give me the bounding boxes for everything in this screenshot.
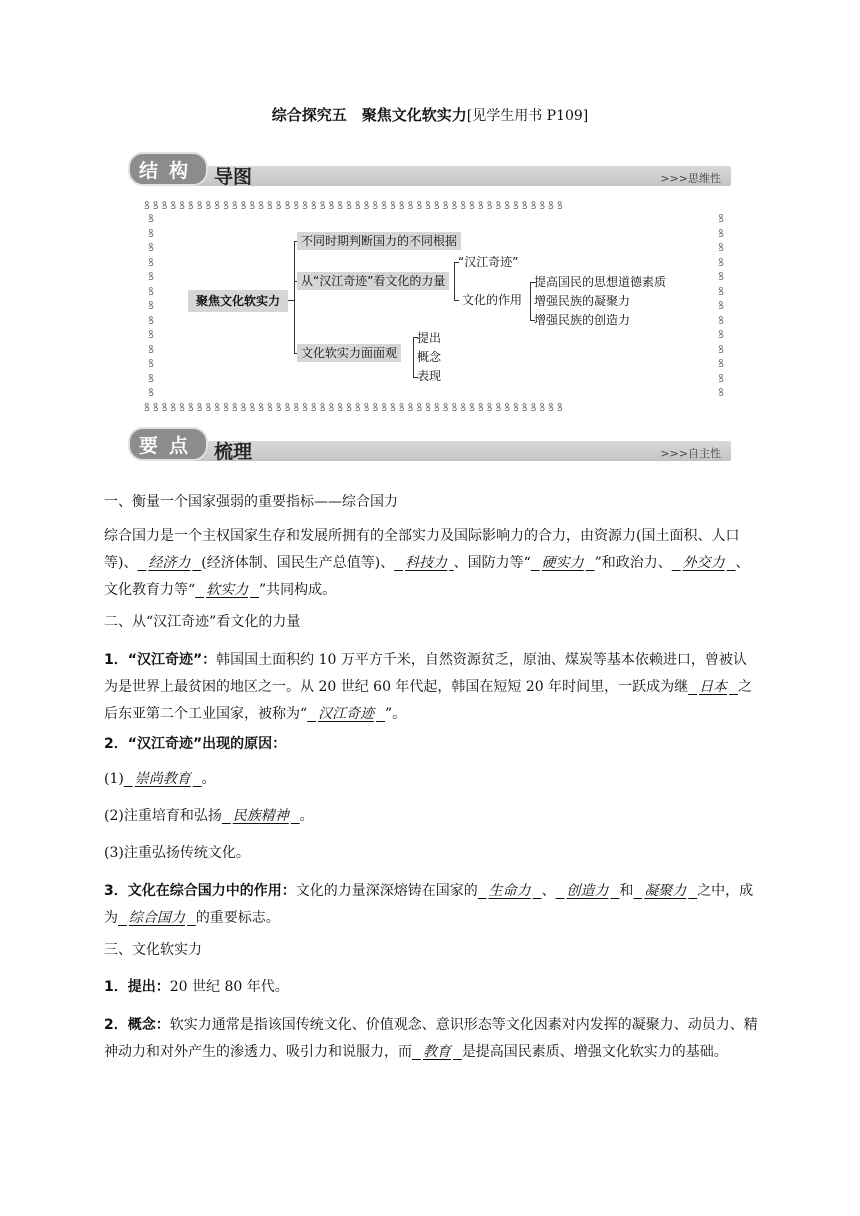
diagram-b3-propose: 提出	[417, 331, 442, 345]
answer-blank: 硬实力	[541, 555, 584, 571]
item-label: 2．“汉江奇迹”出现的原因：	[104, 736, 287, 752]
text: 综合国力是一个主权国家生存和发展所拥有的全部实力及国际影响力的合力，由资源力(国土面积、人口等)、	[104, 528, 740, 571]
diagram-b2-culture-role: 文化的作用	[462, 293, 523, 307]
banner-pill	[128, 152, 208, 186]
diagram-role-3: 增强民族的创造力	[534, 313, 631, 327]
item-label: 1．“汉江奇迹”：	[104, 652, 217, 668]
connector	[413, 337, 414, 377]
section-heading-3: 三、文化软实力	[104, 942, 202, 958]
text: 20 世纪 80 年代。	[169, 979, 289, 995]
diagram-role-1: 提高国民的思想道德素质	[534, 275, 667, 289]
diagram-b2-han-miracle: “汉江奇迹”	[458, 255, 519, 269]
pill-char: 要	[139, 435, 159, 457]
reason-3: (3)注重弘扬传统文化。	[104, 845, 250, 861]
concept-diagram	[144, 198, 728, 414]
answer-blank: 生命力	[488, 883, 531, 899]
text: 、	[541, 883, 556, 899]
text: (1)	[104, 771, 124, 787]
text: 、国防力等“	[453, 555, 531, 571]
item-label: 3．文化在综合国力中的作用：	[104, 883, 296, 899]
pill-char: 点	[169, 435, 189, 457]
paragraph-han-miracle	[104, 647, 758, 728]
text: ”。	[384, 706, 407, 722]
paragraph-comprehensive-power	[104, 523, 758, 604]
ornament-border-bottom: ꝸꝸꝸꝸꝸꝸꝸꝸꝸꝸꝸꝸꝸꝸꝸꝸꝸꝸꝸꝸꝸꝸꝸꝸꝸꝸꝸꝸꝸꝸꝸꝸꝸꝸꝸꝸꝸꝸꝸꝸꝸꝸꝸꝸꝸꝸꝸꝸ	[144, 401, 566, 414]
connector	[454, 300, 459, 301]
banner-pill	[128, 427, 208, 461]
connector	[530, 282, 531, 320]
text: 之后东亚第二个工业国家，被称为“	[104, 679, 752, 722]
answer-blank: 教育	[422, 1044, 451, 1060]
ornament-border-top: ꝸꝸꝸꝸꝸꝸꝸꝸꝸꝸꝸꝸꝸꝸꝸꝸꝸꝸꝸꝸꝸꝸꝸꝸꝸꝸꝸꝸꝸꝸꝸꝸꝸꝸꝸꝸꝸꝸꝸꝸꝸꝸꝸꝸꝸꝸꝸꝸ	[144, 199, 566, 212]
text: 。	[201, 771, 216, 787]
diagram-b3-performance: 表现	[417, 369, 442, 383]
connector	[454, 262, 455, 300]
diagram-branch-2: 从“汉江奇迹”看文化的力量	[297, 272, 449, 290]
page-title	[0, 104, 860, 125]
answer-blank: 民族精神	[232, 808, 289, 824]
text: (2)注重培育和弘扬	[104, 808, 222, 824]
diagram-branch-3: 文化软实力面面观	[297, 344, 401, 362]
answer-blank: 综合国力	[128, 910, 185, 926]
diagram-root: 聚焦文化软实力	[188, 290, 288, 312]
answer-blank: 科技力	[405, 555, 448, 571]
text: 文化的力量深深熔铸在国家的	[295, 883, 478, 899]
text: 、文化教育力等“	[104, 555, 750, 598]
diagram-branch-1: 不同时期判断国力的不同根据	[297, 232, 461, 250]
reason-1	[104, 766, 758, 793]
banner-key-points	[128, 427, 731, 463]
pill-char: 结	[139, 160, 159, 182]
answer-blank: 汉江奇迹	[318, 706, 375, 722]
answer-blank: 日本	[699, 679, 728, 695]
paragraph-concept	[104, 1012, 758, 1066]
answer-blank: 软实力	[206, 582, 249, 598]
item-label: 1．提出：	[104, 979, 170, 995]
banner-tag: >>>思维性	[660, 172, 721, 185]
text: 是提高国民素质、增强文化软实力的基础。	[461, 1044, 728, 1060]
text: 软实力通常是指该国传统文化、价值观念、意识形态等文化因素对内发挥的凝聚力、动员力、精神动力和对外产生的渗透力、吸引力和说服力，而	[104, 1017, 758, 1060]
text: 韩国国土面积约 10 万平方千米，自然资源贫乏，原油、煤炭等基本依赖进口，曾被认为是世界上最贫困的地区之一。从 20 世纪 60 年代起，韩国在短短 20 年时间里，一跃成为继	[104, 652, 747, 695]
text: 的重要标志。	[195, 910, 280, 926]
text: 。	[299, 808, 314, 824]
pill-char: 构	[169, 160, 189, 182]
connector	[294, 241, 295, 353]
answer-blank: 创造力	[566, 883, 609, 899]
text: 和	[619, 883, 634, 899]
title-main: 综合探究五 聚焦文化软实力	[271, 106, 467, 124]
title-ref: [见学生用书 P109]	[466, 108, 589, 124]
section-heading-2: 二、从“汉江奇迹”看文化的力量	[104, 614, 301, 630]
banner-text: 梳理	[214, 441, 253, 463]
answer-blank: 凝聚力	[644, 883, 687, 899]
banner-text: 导图	[214, 166, 253, 188]
text: ”和政治力、	[594, 555, 672, 571]
ornament-border-left: ꝸ ꝸ ꝸ ꝸ ꝸ ꝸ ꝸ ꝸ ꝸ ꝸ ꝸ ꝸ ꝸ	[148, 212, 154, 399]
answer-blank: 经济力	[148, 555, 191, 571]
diagram-b3-concept: 概念	[417, 350, 442, 364]
paragraph-culture-role	[104, 878, 758, 932]
answer-blank: 崇尚教育	[134, 771, 191, 787]
item-reasons-heading	[104, 731, 758, 758]
answer-blank: 外交力	[682, 555, 725, 571]
ornament-border-right: ꝸ ꝸ ꝸ ꝸ ꝸ ꝸ ꝸ ꝸ ꝸ ꝸ ꝸ ꝸ ꝸ	[718, 212, 724, 399]
text: 之中，成为	[104, 883, 754, 926]
text: (经济体制、国民生产总值等)、	[201, 555, 395, 571]
section-heading-1: 一、衡量一个国家强弱的重要指标——综合国力	[104, 494, 398, 510]
text: ”共同构成。	[258, 582, 337, 598]
paragraph-proposed	[104, 974, 758, 1001]
banner-structure-map	[128, 152, 731, 188]
banner-tag: >>>自主性	[660, 447, 721, 460]
diagram-role-2: 增强民族的凝聚力	[534, 294, 631, 308]
reason-2	[104, 803, 758, 830]
item-label: 2．概念：	[104, 1017, 170, 1033]
